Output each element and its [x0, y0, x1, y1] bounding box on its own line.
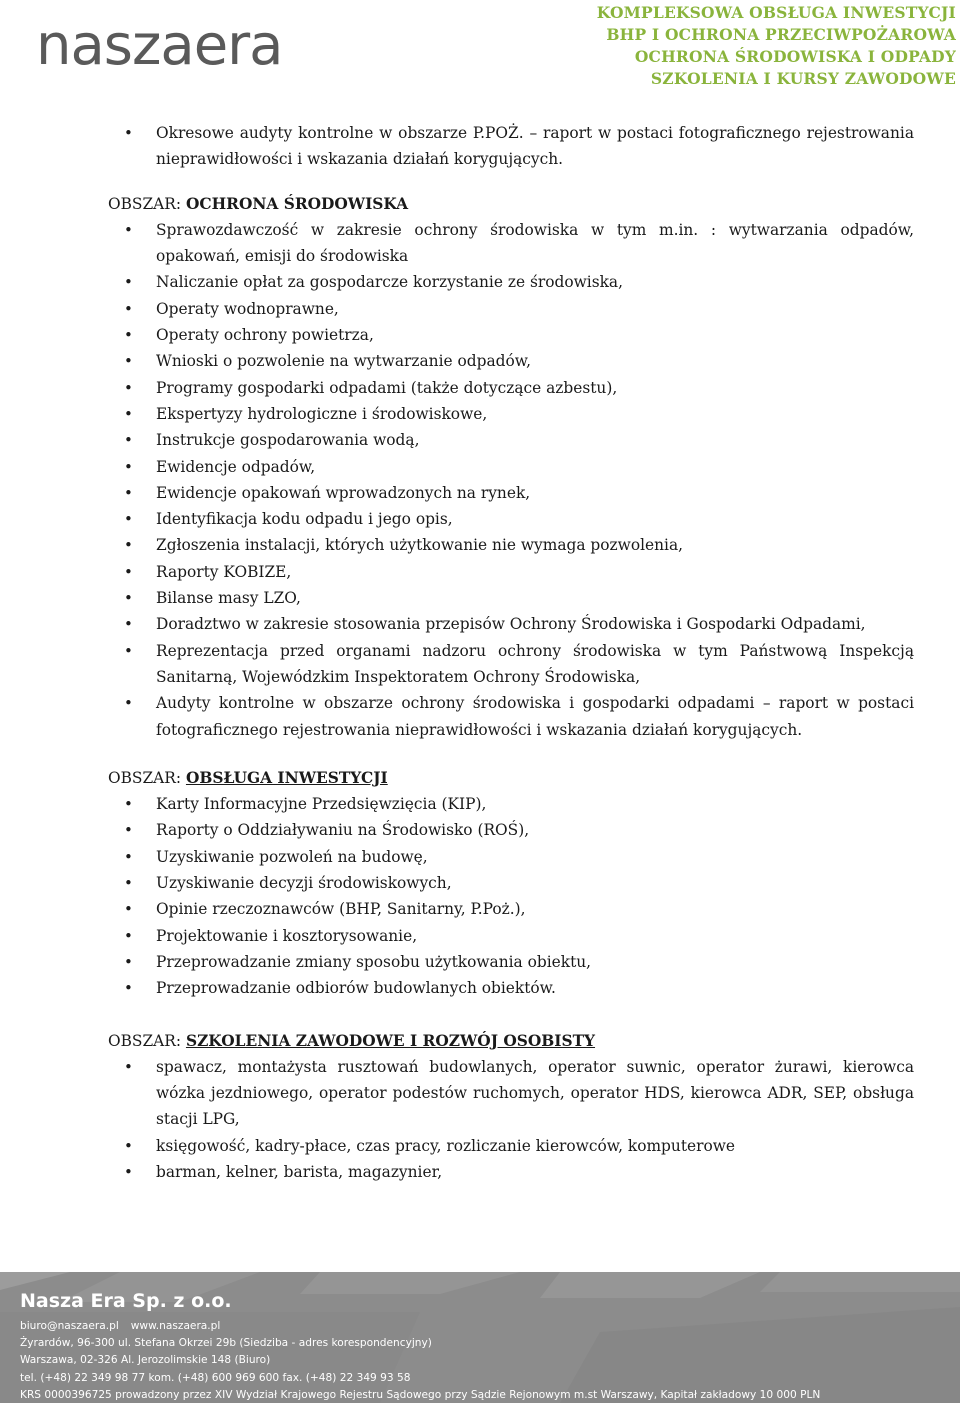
footer-banner — [0, 1272, 960, 1403]
list-item: • Raporty KOBIZE, — [108, 559, 914, 585]
bullet-icon: • — [124, 378, 133, 397]
bullet-icon: • — [124, 795, 133, 814]
list-item: • Przeprowadzanie zmiany sposobu użytkowania obiektu, — [108, 949, 914, 975]
list-item: • spawacz, montażysta rusztowań budowlanych, operator suwnic, operator żurawi, kierowca wózka jezdniowego, operator podestów ruchomych, operator HDS, kierowca ADR, SEP, obsługa stacji LPG, — [108, 1054, 914, 1133]
bullet-icon: • — [124, 457, 133, 476]
section-heading-environment — [108, 191, 914, 217]
footer-address-main: Żyrardów, 96-300 ul. Stefana Okrzei 29b (Siedziba - adres korespondencyjny) — [20, 1337, 432, 1350]
list-item: • księgowość, kadry-płace, czas pracy, rozliczanie kierowców, komputerowe — [108, 1133, 914, 1159]
list-item: • Programy gospodarki odpadami (także dotyczące azbestu), — [108, 375, 914, 401]
list-item: • Przeprowadzanie odbiorów budowlanych obiektów. — [108, 975, 914, 1001]
list-item: • Opinie rzeczoznawców (BHP, Sanitarny, P.Poż.), — [108, 896, 914, 922]
bullet-icon: • — [124, 352, 133, 371]
bullet-icon: • — [124, 641, 133, 660]
list-item: • barman, kelner, barista, magazynier, — [108, 1159, 914, 1185]
list-item: • Ewidencje opakowań wprowadzonych na rynek, — [108, 480, 914, 506]
bullet-icon: • — [124, 900, 133, 919]
environment-list — [108, 217, 914, 743]
footer-address-office: Warszawa, 02-326 Al. Jerozolimskie 148 (Biuro) — [20, 1354, 271, 1367]
bullet-icon: • — [124, 615, 133, 634]
footer-registry: KRS 0000396725 prowadzony przez XIV Wydział Krajowego Rejestru Sądowego przy Sądzie Rejonowym m.st Warszawy, Kapitał zakładowy 10 000 PLN — [20, 1388, 821, 1401]
section-heading-training — [108, 1028, 914, 1054]
list-item: • Ekspertyzy hydrologiczne i środowiskowe, — [108, 401, 914, 427]
section-title: SZKOLENIA ZAWODOWE I ROZWÓJ OSOBISTY — [185, 1031, 596, 1050]
bullet-icon: • — [124, 1162, 133, 1181]
intro-list — [108, 120, 914, 173]
investments-list — [108, 791, 914, 1001]
naszaera-logo-mark — [36, 14, 306, 74]
training-list — [108, 1054, 914, 1185]
bullet-icon: • — [124, 1136, 133, 1155]
bullet-icon: • — [124, 404, 133, 423]
footer-phones: tel. (+48) 22 349 98 77 kom. (+48) 600 969 600 fax. (+48) 22 349 93 58 — [20, 1371, 411, 1384]
section-prefix: OBSZAR: — [108, 768, 186, 787]
tagline-line: SZKOLENIA I KURSY ZAWODOWE — [650, 69, 956, 88]
list-item: • Bilanse masy LZO, — [108, 585, 914, 611]
footer-email[interactable]: biuro@naszaera.pl — [20, 1320, 119, 1332]
bullet-icon: • — [124, 273, 133, 292]
document-body — [108, 120, 914, 1185]
bullet-icon: • — [124, 847, 133, 866]
list-item: • Uzyskiwanie decyzji środowiskowych, — [108, 870, 914, 896]
bullet-icon: • — [124, 483, 133, 502]
list-item: • Karty Informacyjne Przedsięwzięcia (KIP), — [108, 791, 914, 817]
bullet-icon: • — [124, 124, 133, 142]
bullet-icon: • — [124, 952, 133, 971]
bullet-icon: • — [124, 694, 133, 713]
bullet-icon: • — [124, 1057, 133, 1076]
list-item: • Doradztwo w zakresie stosowania przepisów Ochrony Środowiska i Gospodarki Odpadami, — [108, 611, 914, 637]
section-heading-investments — [108, 765, 914, 791]
tagline-line: KOMPLEKSOWA OBSŁUGA INWESTYCJI — [596, 3, 956, 22]
section-title: OBSŁUGA INWESTYCJI — [185, 768, 388, 787]
list-item: • Operaty ochrony powietrza, — [108, 322, 914, 348]
section-title: OCHRONA ŚRODOWISKA — [185, 194, 409, 213]
list-item: • Instrukcje gospodarowania wodą, — [108, 427, 914, 453]
list-item: • Audyty kontrolne w obszarze ochrony środowiska i gospodarki odpadami – raport w postaci fotograficznego rejestrowania nieprawidłowości i wskazania działań korygujących. — [108, 690, 914, 743]
bullet-icon: • — [124, 589, 133, 608]
company-logo — [36, 14, 306, 74]
list-item: • Naliczanie opłat za gospodarcze korzystanie ze środowiska, — [108, 269, 914, 295]
bullet-icon: • — [124, 926, 133, 945]
bullet-icon: • — [124, 431, 133, 450]
bullet-icon: • — [124, 299, 133, 318]
list-item: • Okresowe audyty kontrolne w obszarze P.POŻ. – raport w postaci fotograficznego rejestrowania nieprawidłowości i wskazania działań korygujących. — [108, 120, 914, 173]
bullet-icon: • — [124, 562, 133, 581]
footer-website[interactable]: www.naszaera.pl — [130, 1320, 221, 1332]
list-item: • Ewidencje odpadów, — [108, 454, 914, 480]
tagline-line: OCHRONA ŚRODOWISKA I ODPADY — [634, 47, 956, 66]
bullet-icon: • — [124, 821, 133, 840]
list-item: • Identyfikacja kodu odpadu i jego opis, — [108, 506, 914, 532]
section-prefix: OBSZAR: — [108, 194, 186, 213]
section-prefix: OBSZAR: — [108, 1031, 186, 1050]
list-item: • Sprawozdawczość w zakresie ochrony środowiska w tym m.in. : wytwarzania odpadów, opakowań, emisji do środowiska — [108, 217, 914, 270]
list-item: • Uzyskiwanie pozwoleń na budowę, — [108, 844, 914, 870]
bullet-icon: • — [124, 510, 133, 529]
bullet-icon: • — [124, 874, 133, 893]
footer-company-name: Nasza Era Sp. z o.o. — [20, 1290, 232, 1312]
list-item: • Raporty o Oddziaływaniu na Środowisko (ROŚ), — [108, 817, 914, 843]
bullet-icon: • — [124, 220, 133, 239]
list-item: • Projektowanie i kosztorysowanie, — [108, 923, 914, 949]
footer-contact — [20, 1288, 820, 1403]
bullet-icon: • — [124, 536, 133, 555]
header-tagline — [536, 2, 956, 90]
bullet-icon: • — [124, 326, 133, 345]
bullet-icon: • — [124, 979, 133, 998]
list-item: • Operaty wodnoprawne, — [108, 296, 914, 322]
list-item: • Zgłoszenia instalacji, których użytkowanie nie wymaga pozwolenia, — [108, 532, 914, 558]
tagline-line: BHP I OCHRONA PRZECIWPOŻAROWA — [606, 25, 956, 44]
list-item: • Wnioski o pozwolenie na wytwarzanie odpadów, — [108, 348, 914, 374]
list-item: • Reprezentacja przed organami nadzoru ochrony środowiska w tym Państwową Inspekcją Sanitarną, Wojewódzkim Inspektoratem Ochrony Środowiska, — [108, 638, 914, 691]
logo-text: naszaera — [36, 14, 283, 74]
footer-contact-line — [20, 1318, 820, 1335]
